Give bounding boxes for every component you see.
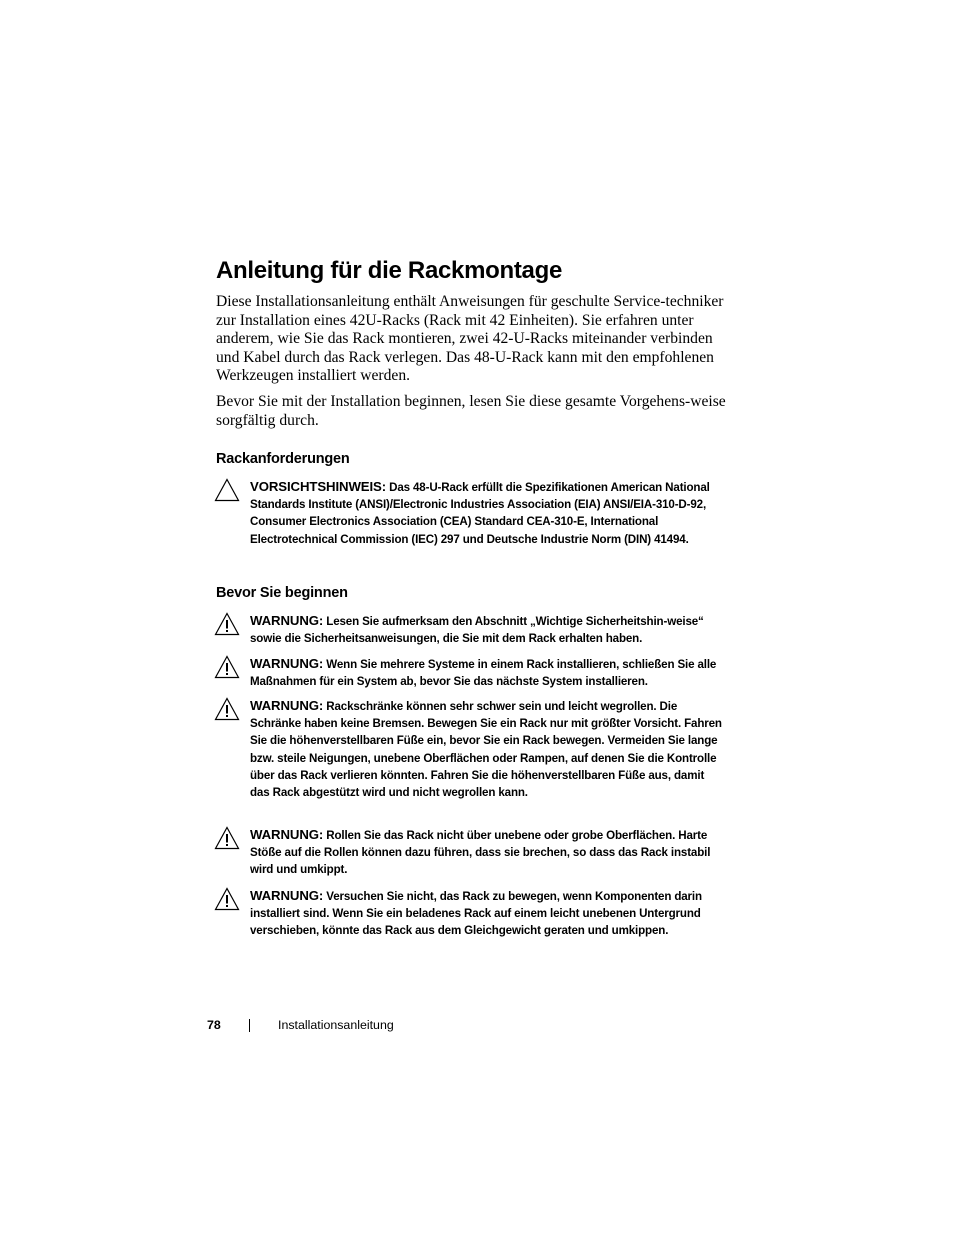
warning-body: Versuchen Sie nicht, das Rack zu bewegen, wenn Komponenten darin installiert sind. Wenn Sie ein beladenes Rack auf einem leicht unebenen Untergrund verschieben, könnte das Rack aus dem Gleichgewicht geraten und umkippen. bbox=[250, 890, 702, 938]
section-heading-rack-requirements: Rackanforderungen bbox=[216, 451, 350, 467]
warning-text bbox=[250, 887, 724, 940]
warning-icon bbox=[214, 887, 240, 911]
warning-text bbox=[250, 655, 724, 690]
warning-notice bbox=[214, 697, 724, 801]
warning-notice bbox=[214, 655, 724, 690]
warning-text bbox=[250, 826, 724, 879]
warning-label: WARNUNG: bbox=[250, 613, 324, 628]
caution-text bbox=[250, 478, 724, 548]
caution-icon bbox=[214, 478, 240, 502]
footer-separator bbox=[249, 1019, 250, 1032]
warning-text bbox=[250, 697, 724, 801]
warning-icon bbox=[214, 655, 240, 679]
intro-paragraph: Diese Installationsanleitung enthält Anweisungen für geschulte Service-techniker zur Installation eines 42U-Racks (Rack mit 42 Einheiten). Sie erfahren unter anderem, wie Sie das Rack montieren, zwei 42-U-Racks miteinander verbinden und Kabel durch das Rack verlegen. Das 48-U-Rack kann mit den empfohlenen Werkzeugen installiert werden. bbox=[216, 293, 724, 385]
warning-label: WARNUNG: bbox=[250, 656, 324, 671]
warning-icon bbox=[214, 826, 240, 850]
warning-body: Rollen Sie das Rack nicht über unebene oder grobe Oberflächen. Harte Stöße auf die Rollen können dazu führen, dass sie brechen, so dass das Rack instabil wird und umkippt. bbox=[250, 829, 711, 877]
caution-body: Das 48-U-Rack erfüllt die Spezifikationen American National Standards Institute (ANSI)/Electronic Industries Association (EIA) ANSI/EIA-310-D-92, Consumer Electronics Association (CEA) Standard CEA-310-E, International Electrotechnical Commission (IEC) 297 und Deutsche Industrie Norm (DIN) 41494. bbox=[250, 481, 710, 546]
warning-body: Lesen Sie aufmerksam den Abschnitt „Wichtige Sicherheitshin-weise“ sowie die Sicherheitsanweisungen, die Sie mit dem Rack erhalten haben. bbox=[250, 615, 704, 646]
warning-body: Wenn Sie mehrere Systeme in einem Rack installieren, schließen Sie alle Maßnahmen für ein System ab, bevor Sie das nächste System installieren. bbox=[250, 658, 717, 689]
warning-notice bbox=[214, 826, 724, 879]
warning-icon bbox=[214, 697, 240, 721]
warning-notice bbox=[214, 612, 724, 647]
page-number: 78 bbox=[207, 1018, 221, 1032]
footer-document-title: Installationsanleitung bbox=[278, 1018, 394, 1032]
warning-label: WARNUNG: bbox=[250, 827, 324, 842]
caution-label: VORSICHTSHINWEIS: bbox=[250, 479, 387, 494]
section-heading-before-you-begin: Bevor Sie beginnen bbox=[216, 585, 348, 601]
page-footer bbox=[0, 1015, 954, 1035]
page-title: Anleitung für die Rackmontage bbox=[216, 257, 563, 284]
warning-label: WARNUNG: bbox=[250, 888, 324, 903]
warning-notice bbox=[214, 887, 724, 940]
warning-body: Rackschränke können sehr schwer sein und leicht wegrollen. Die Schränke haben keine Bremsen. Bewegen Sie ein Rack nur mit größter Vorsicht. Fahren Sie die höhenverstellbaren Füße ein, bevor Sie ein Rack bewegen. Vermeiden Sie lange bzw. steile Neigungen, unebene Oberflächen oder Rampen, auf denen Sie die Kontrolle über das Rack verlieren könnten. Fahren Sie die höhenverstellbaren Füße aus, damit das Rack abgestützt wird und nicht wegrollen kann. bbox=[250, 700, 722, 800]
caution-notice bbox=[214, 478, 724, 548]
intro-paragraph: Bevor Sie mit der Installation beginnen, lesen Sie diese gesamte Vorgehens-weise sorgfältig durch. bbox=[216, 393, 726, 429]
warning-icon bbox=[214, 612, 240, 636]
warning-text bbox=[250, 612, 724, 647]
warning-label: WARNUNG: bbox=[250, 698, 324, 713]
